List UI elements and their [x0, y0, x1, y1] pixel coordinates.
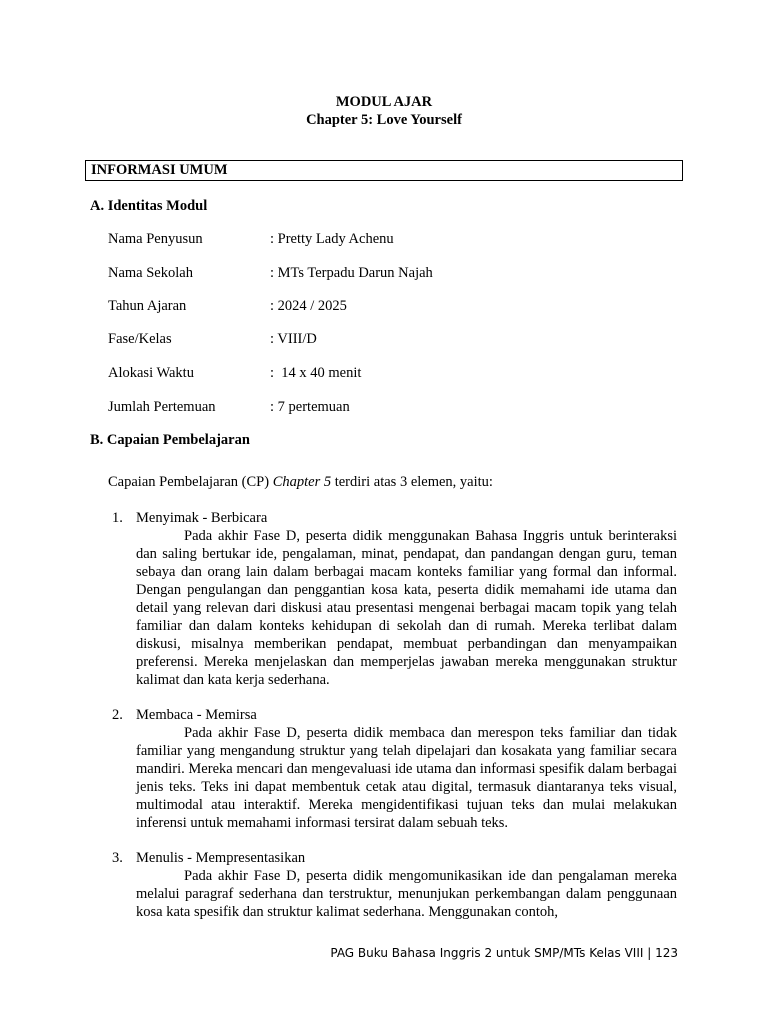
intro-text-after: terdiri atas 3 elemen, yaitu: — [331, 474, 493, 490]
document-subtitle: Chapter 5: Love Yourself — [306, 112, 462, 128]
list-item-heading — [112, 707, 257, 724]
intro-chapter-italic: Chapter 5 — [272, 474, 332, 490]
section-a-heading: A. Identitas Modul — [90, 198, 208, 214]
list-item-title: Menyimak - Berbicara — [136, 510, 268, 526]
list-item-title: Membaca - Memirsa — [136, 707, 257, 723]
identity-value: : 14 x 40 menit — [270, 365, 362, 381]
list-item-number: 1. — [112, 510, 123, 526]
list-item-title: Menulis - Mempresentasikan — [136, 850, 306, 866]
identity-label: Fase/Kelas — [108, 331, 172, 347]
identity-label: Tahun Ajaran — [108, 298, 187, 314]
identity-value: : MTs Terpadu Darun Najah — [270, 265, 433, 281]
list-item-heading — [112, 510, 267, 527]
identity-label: Nama Sekolah — [108, 265, 193, 281]
list-item-paragraph: Pada akhir Fase D, peserta didik membaca dan merespon teks familiar dan tidak familiar yang mengandung struktur yang telah dipelajari dan kosakata yang familiar secara mandiri. Mereka mencari dan mengevaluasi ide utama dan informasi spesifik dalam berbagai jenis teks. Teks ini dapat membentuk cetak atau digital, termasuk diantaranya teks visual, multimodal atau interaktif. Mereka mengidentifikasi tujuan teks dan mulai melakukan inferensi untuk memahami informasi tersirat dalam sebuah teks. — [136, 725, 677, 831]
identity-value: : 7 pertemuan — [270, 399, 350, 415]
identity-label: Alokasi Waktu — [108, 365, 194, 381]
intro-text-before: Capaian Pembelajaran (CP) — [108, 474, 273, 490]
list-item-heading — [112, 850, 305, 867]
section-b-heading: B. Capaian Pembelajaran — [90, 432, 250, 448]
list-item-number: 3. — [112, 850, 123, 866]
page-footer: PAG Buku Bahasa Inggris 2 untuk SMP/MTs Kelas VIII | 123 — [330, 946, 678, 960]
identity-label: Nama Penyusun — [108, 231, 203, 247]
identity-value: : Pretty Lady Achenu — [270, 231, 394, 247]
identity-value: : VIII/D — [270, 331, 317, 347]
intro-paragraph — [108, 474, 493, 491]
info-header-box: INFORMASI UMUM — [85, 160, 683, 181]
list-item-paragraph: Pada akhir Fase D, peserta didik menggunakan Bahasa Inggris untuk berinteraksi dan saling bertukar ide, pengalaman, minat, pendapat, dan pandangan dengan guru, teman sebaya dan orang lain dalam berbagai macam konteks familiar yang formal dan informal. Dengan pengulangan dan penggantian kosa kata, peserta didik memahami ide utama dan detail yang relevan dari diskusi atau presentasi mengenai berbagai macam topik yang telah familiar dan dalam konteks kehidupan di sekolah dan di rumah. Mereka terlibat dalam diskusi, misalnya memberikan pendapat, membuat perbandingan dan menyampaikan preferensi. Mereka menjelaskan dan memperjelas jawaban mereka menggunakan struktur kalimat dan kata kerja sederhana. — [136, 528, 677, 688]
identity-value: : 2024 / 2025 — [270, 298, 347, 314]
list-item-paragraph: Pada akhir Fase D, peserta didik mengomunikasikan ide dan pengalaman mereka melalui paragraf sederhana dan terstruktur, menunjukan perkembangan dalam penggunaan kosa kata spesifik dan struktur kalimat sederhana. Menggunakan contoh, — [136, 868, 677, 920]
identity-label: Jumlah Pertemuan — [108, 399, 216, 415]
document-title: MODUL AJAR — [335, 94, 433, 110]
list-item-number: 2. — [112, 707, 123, 723]
